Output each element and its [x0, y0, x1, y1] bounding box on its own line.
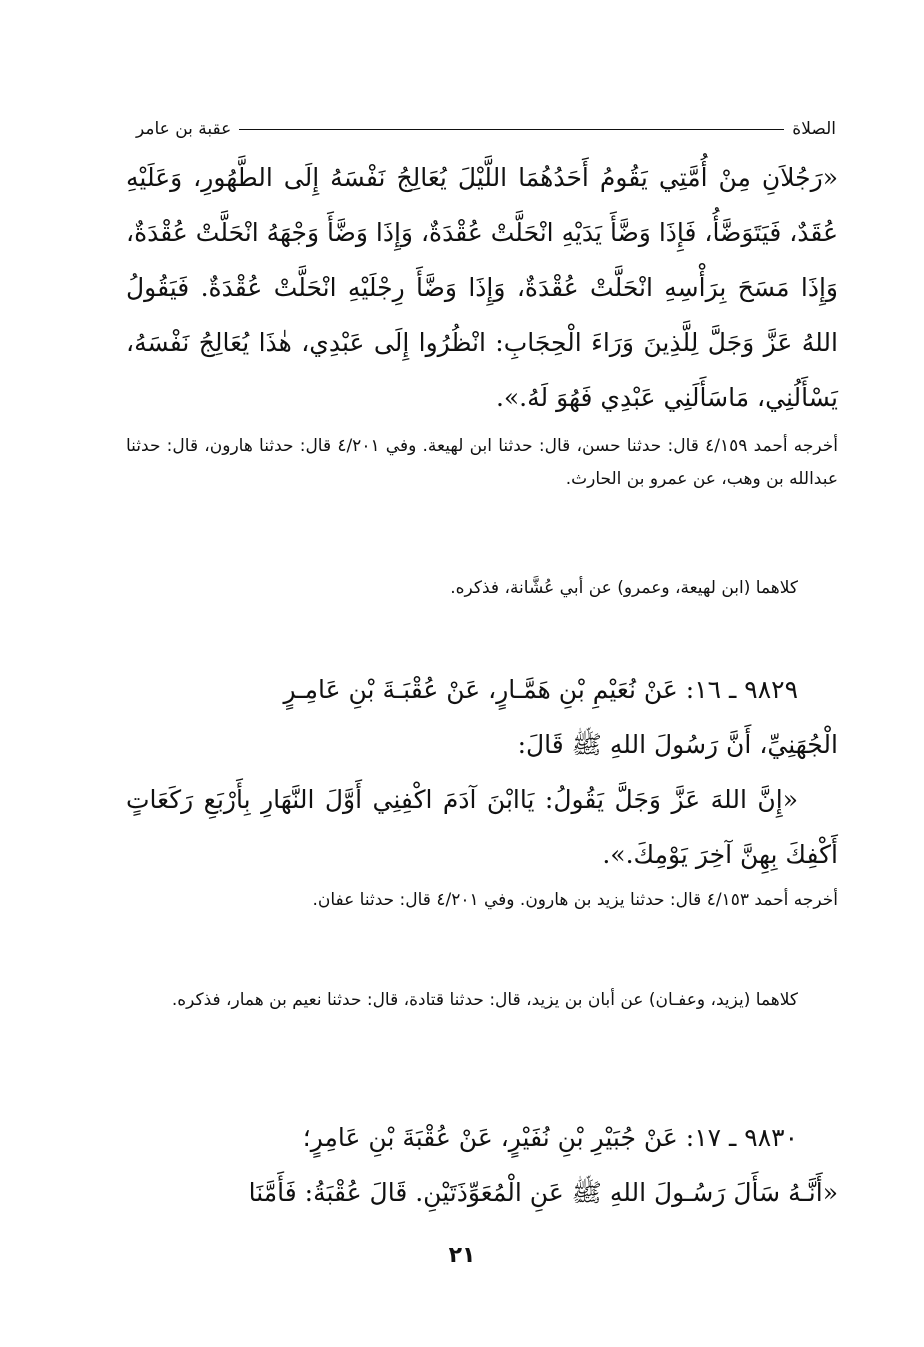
running-header — [136, 116, 836, 142]
summary-paragraph: كلاهما (ابن لهيعة، وعمرو) عن أبي عُشَّانة، فذكره. — [450, 578, 798, 598]
takhrij-1 — [126, 430, 838, 496]
hadith-body: «رَجُلاَنِ مِنْ أُمَّتِي يَقُومُ أَحَدُهُمَا اللَّيْلَ يُعَالِجُ نَفْسَهُ إِلَى الطَّهُورِ، وَعَلَيْهِ عُقَدٌ، فَيَتَوَضَّأُ، فَإِذَا وَضَّأَ يَدَيْهِ انْحَلَّتْ عُقْدَةٌ، وَإِذَا وَضَّأَ وَجْهَهُ انْحَلَّتْ عُقْدَةٌ، وَإِذَا مَسَحَ بِرَأْسِهِ انْحَلَّتْ عُقْدَةٌ، وَإِذَا وَضَّأَ رِجْلَيْهِ انْحَلَّتْ عُقْدَةٌ. فَيَقُولُ اللهُ عَزَّ وَجَلَّ لِلَّذِينَ وَرَاءَ الْحِجَابِ: انْظُرُوا إِلَى عَبْدِي، هٰذَا يُعَالِجُ نَفْسَهُ، يَسْأَلُنِي، مَاسَأَلَنِي عَبْدِي فَهُوَ لَهُ.». — [126, 163, 838, 412]
hadith-entry-9829 — [126, 662, 838, 882]
summary-paragraph: كلاهما (يزيد، وعفـان) عن أبان بن يزيد، قال: حدثنا قتادة، قال: حدثنا نعيم بن همار، فذكره. — [171, 990, 798, 1010]
hadith-entry-9830 — [126, 1110, 838, 1220]
takhrij-2 — [126, 884, 838, 917]
takhrij-paragraph: أخرجه أحمد ٤/١٥٩ قال: حدثنا حسن، قال: حدثنا ابن لهيعة. وفي ٤/٢٠١ قال: حدثنا هارون، قال: حدثنا عبدالله بن وهب، عن عمرو بن الحارث. — [126, 436, 839, 489]
summary-2 — [126, 984, 838, 1017]
hadith-text-1 — [126, 150, 838, 425]
isnad-line: الْجُهَنِيِّ، أَنَّ رَسُولَ اللهِ ﷺ قَالَ: — [517, 730, 838, 759]
page-number: ٢١ — [448, 1243, 476, 1268]
header-rule — [239, 129, 784, 130]
isnad-line: ٩٨٣٠ ـ ١٧: عَنْ جُبَيْرِ بْنِ نُفَيْرٍ، عَنْ عُقْبَةَ بْنِ عَامِرٍ؛ — [302, 1123, 798, 1152]
summary-1 — [126, 572, 838, 605]
header-narrator: عقبة بن عامر — [136, 119, 232, 139]
hadith-body: «إِنَّ اللهَ عَزَّ وَجَلَّ يَقُولُ: يَاابْنَ آدَمَ اكْفِنِي أَوَّلَ النَّهَارِ بِأَرْبَعِ رَكَعَاتٍ أَكْفِكَ بِهِنَّ آخِرَ يَوْمِكَ.». — [126, 785, 838, 869]
header-section-title: الصلاة — [792, 119, 836, 139]
isnad-line: «أَنَّـهُ سَأَلَ رَسُـولَ اللهِ ﷺ عَنِ الْمُعَوِّذَتَيْنِ. قَالَ عُقْبَةُ: فَأَمَّنَا — [248, 1178, 838, 1207]
isnad-line: ٩٨٢٩ ـ ١٦: عَنْ نُعَيْمِ بْنِ هَمَّـارٍ، عَنْ عُقْبَـةَ بْنِ عَامِـرٍ — [283, 675, 798, 704]
takhrij-paragraph: أخرجه أحمد ٤/١٥٣ قال: حدثنا يزيد بن هارون. وفي ٤/٢٠١ قال: حدثنا عفان. — [312, 890, 838, 910]
